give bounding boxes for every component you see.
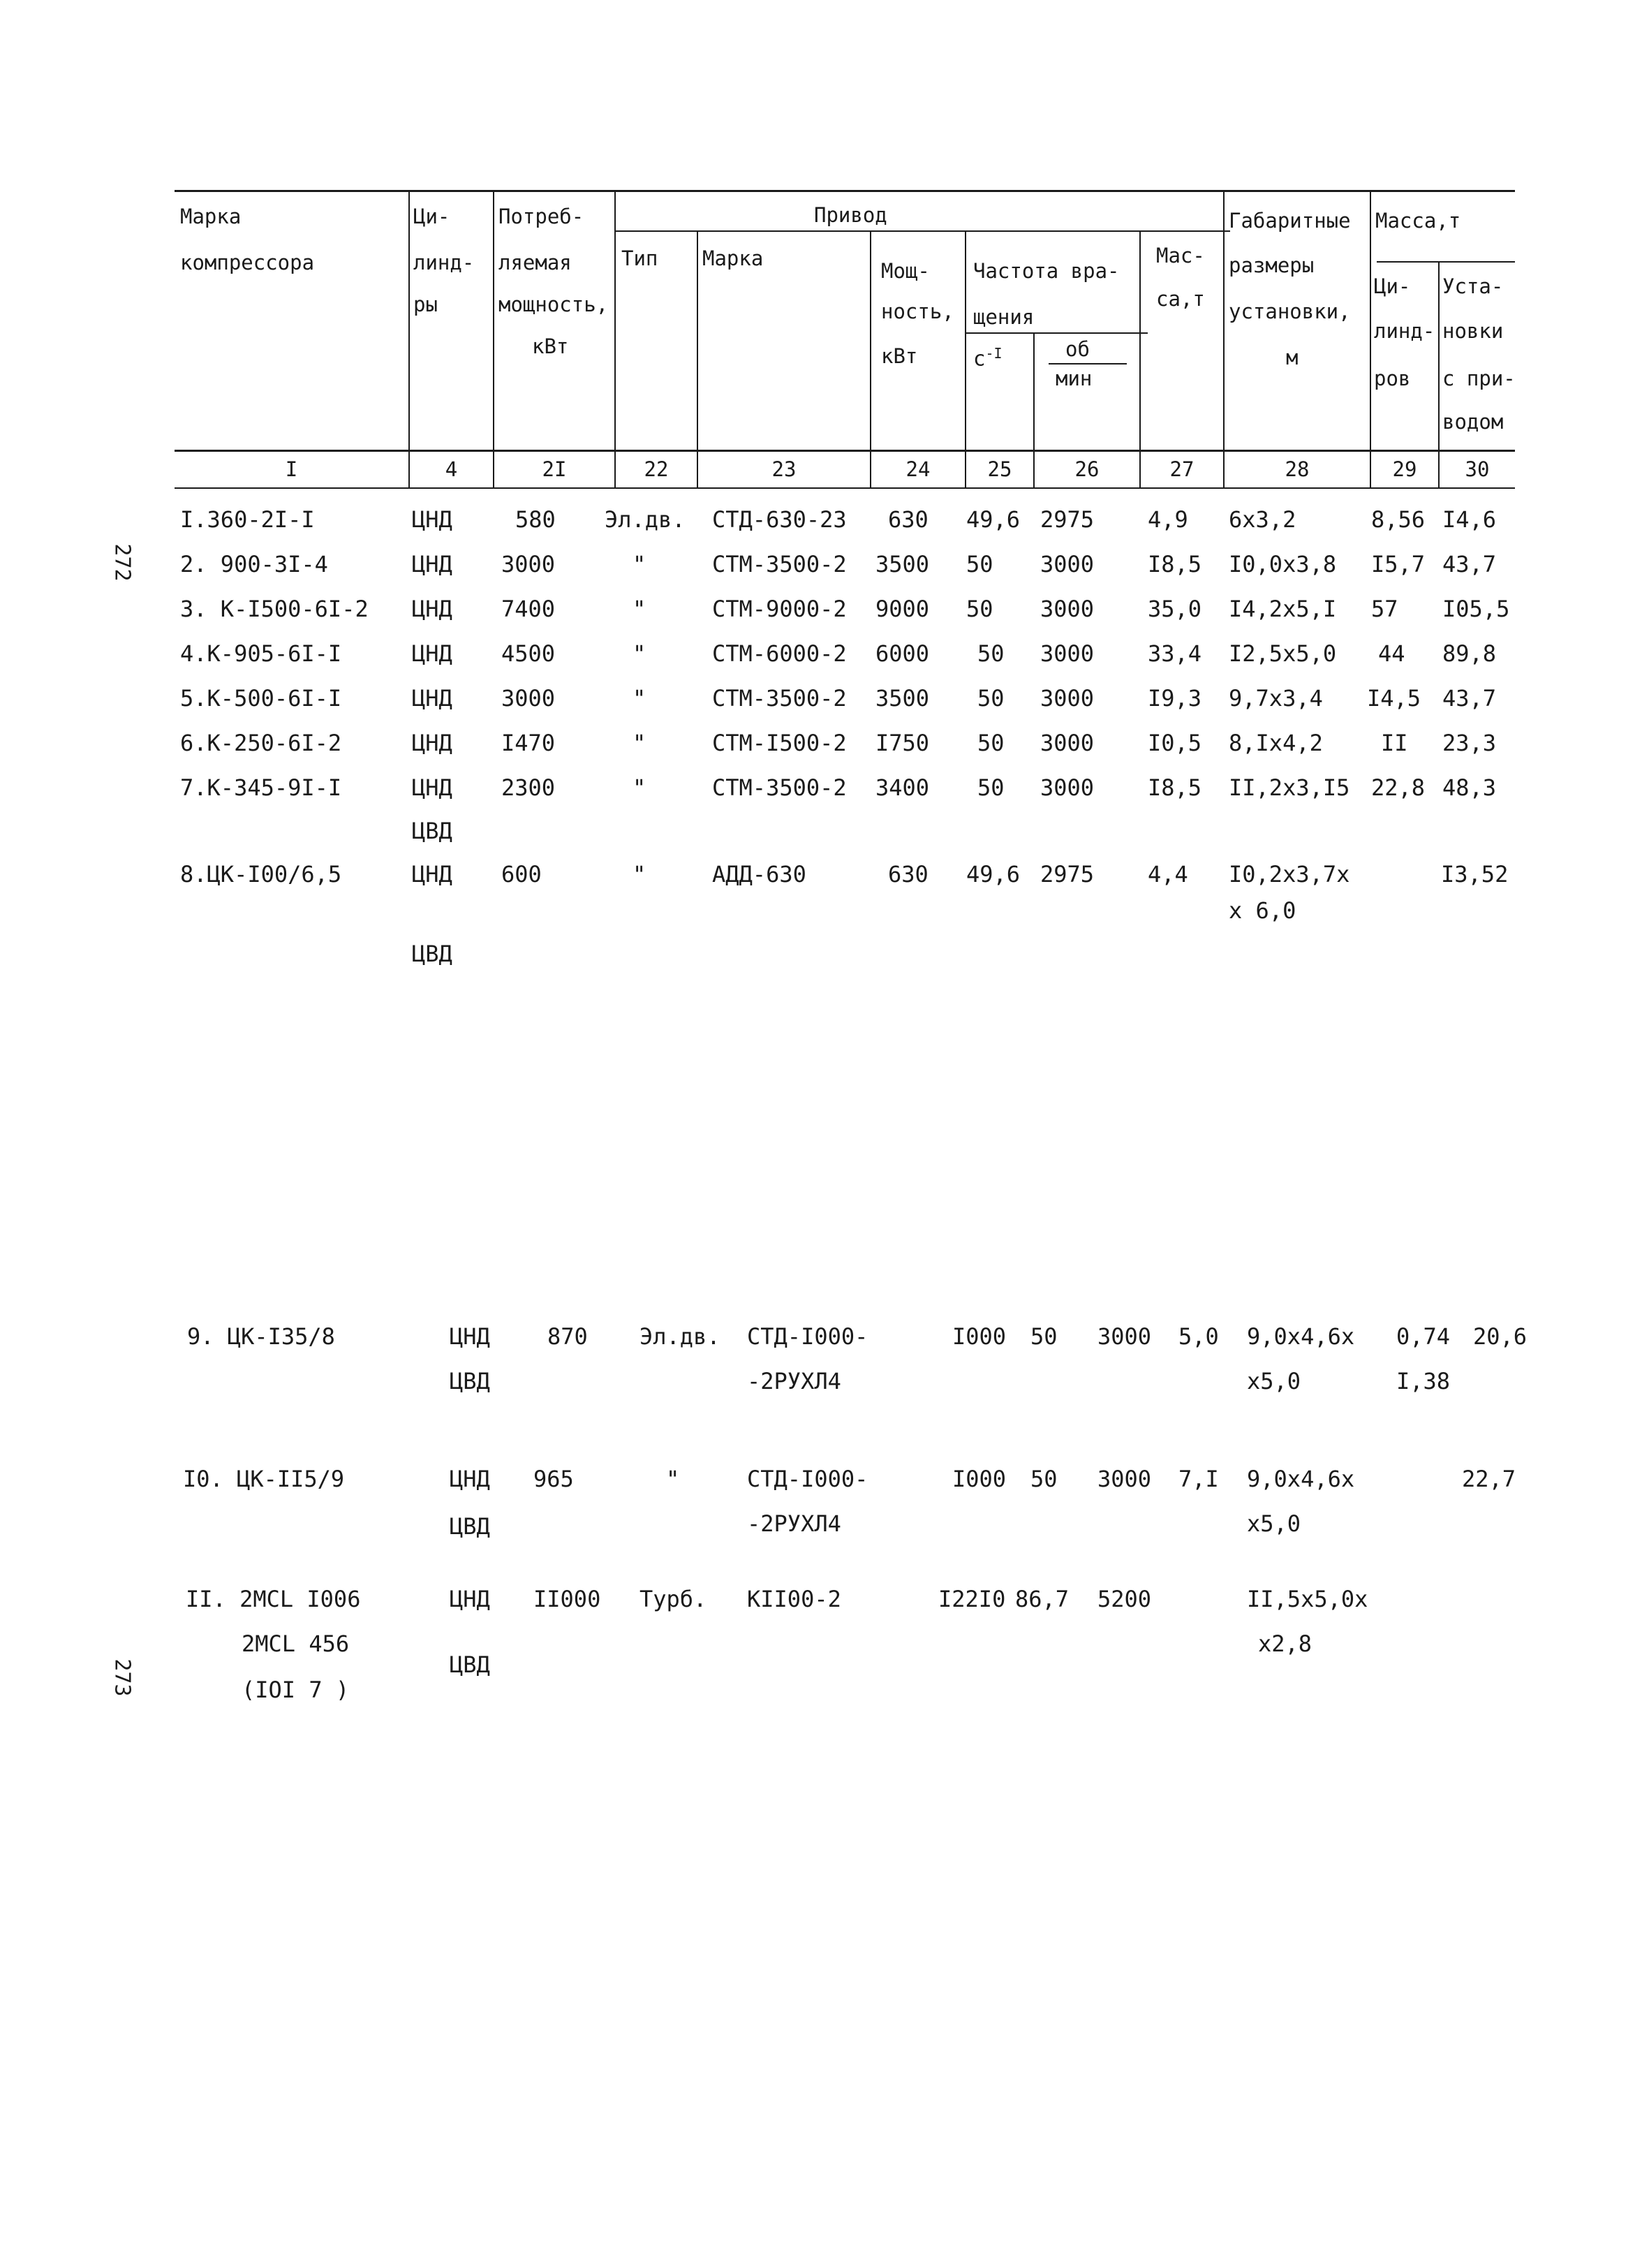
header-mass-inst-3: с при- [1442,367,1516,390]
col-index: 2I [542,457,567,481]
cell-freq-s: 86,7 [1015,1586,1070,1612]
header-cyl-2: линд- [413,251,475,274]
cell-mass-inst: 43,7 [1442,685,1497,712]
cell-marka: 2. 900-3I-4 [180,551,328,577]
index-bottom-rule [175,487,1515,489]
cell-rpm: 3000 [1040,685,1095,712]
header-drive-mark: Марка [702,246,764,270]
cell-type: " [633,640,646,667]
header-power-2: ляемая [498,251,572,274]
cell-marka: 9. ЦК-I35/8 [187,1323,335,1350]
mass-underline [1377,261,1515,263]
cell-mass-cyl: I5,7 [1371,551,1426,577]
cell-dims: 8,Iх4,2 [1229,730,1323,756]
cell-freq-s: 49,6 [966,861,1021,888]
cell-power: 4500 [501,640,556,667]
cell-power: 965 [533,1466,574,1492]
cell-dpower: 630 [888,861,929,888]
header-dims-3: установки, [1229,300,1351,323]
col-index: 23 [771,457,797,481]
cell-mass-inst: 20,6 [1473,1323,1528,1350]
vline [965,232,966,487]
cell-freq-s: 50 [1030,1466,1058,1492]
header-cyl-1: Ци- [413,205,450,228]
header-marka-1: Марка [180,205,242,228]
cell-cyl: ЦНД [412,774,452,801]
cell-dmass: I0,5 [1148,730,1202,756]
header-dims-2: размеры [1229,253,1315,277]
cell-type: Турб. [639,1586,707,1612]
cell-power: 580 [515,506,556,533]
header-freq-s-sup: -I [985,345,1003,362]
cell-type: " [633,774,646,801]
cell-dpower: I750 [875,730,930,756]
cell-rpm: 3000 [1040,730,1095,756]
cell-dpower: I000 [952,1466,1007,1492]
freq-underline [966,332,1148,334]
cell-dpower: 6000 [875,640,930,667]
cell-dmass: 33,4 [1148,640,1202,667]
header-mass: Масса,т [1375,209,1461,233]
cell-rpm: 2975 [1040,861,1095,888]
cell-marka: II. 2MCL I006 [186,1586,361,1612]
header-cyl-3: ры [413,293,438,316]
cell-mass-inst: I05,5 [1442,596,1510,622]
cell-dims: 6х3,2 [1229,506,1296,533]
cell-freq-s: 50 [966,551,993,577]
cell-freq-s: 50 [977,730,1005,756]
cell-rpm: 5200 [1097,1586,1152,1612]
cell-dims: 9,0х4,6х [1247,1323,1355,1350]
cell-dmass: 5,0 [1178,1323,1219,1350]
cell-mark: СТД-630-23 [712,506,847,533]
cell-mark: СТМ-I500-2 [712,730,847,756]
cell-cyl: ЦНД [450,1323,490,1350]
cell-power: 7400 [501,596,556,622]
cell-power: 600 [501,861,542,888]
cell-freq-s: 50 [977,685,1005,712]
cell-type: " [633,596,646,622]
header-freq-2: щения [973,305,1035,329]
header-marka-2: компрессора [180,251,315,274]
cell-mark: СТМ-6000-2 [712,640,847,667]
cell-marka: 4.К-905-6I-I [180,640,342,667]
cell-mass-cyl: I4,5 [1367,685,1421,712]
drive-underline [616,230,1230,232]
cell-dmass: 4,9 [1148,506,1188,533]
cell-rpm: 2975 [1040,506,1095,533]
cell-dpower: 3500 [875,685,930,712]
cell-mark: СТД-I000- [747,1323,868,1350]
header-power-3: мощность, [498,293,609,316]
cell-mark: АДД-630 [712,861,806,888]
header-drive-power-1: Мощ- [881,259,930,283]
cell-marka-3: (IOI 7 ) [242,1677,350,1703]
header-drive: Привод [814,203,887,227]
cell-cyl-2: ЦВД [450,1513,490,1540]
cell-freq-s: 50 [1030,1323,1058,1350]
header-mass-inst-2: новки [1442,319,1504,343]
cell-marka: 8.ЦК-I00/6,5 [180,861,342,888]
cell-mark: СТМ-3500-2 [712,551,847,577]
header-freq-s-base: с [973,346,986,371]
cell-dims: 9,0х4,6х [1247,1466,1355,1492]
vline [1370,191,1371,487]
fraction-bar [1049,363,1127,364]
cell-mass-cyl: 44 [1378,640,1405,667]
cell-dims: I0,0х3,8 [1229,551,1337,577]
cell-cyl: ЦНД [412,551,452,577]
vline [697,232,698,487]
cell-dims: I0,2х3,7х [1229,861,1350,888]
vline [1438,263,1440,487]
cell-marka-2: 2MCL 456 [242,1630,350,1657]
cell-type: " [633,685,646,712]
header-drive-type: Тип [621,246,658,270]
cell-dmass: I9,3 [1148,685,1202,712]
cell-cyl: ЦНД [412,506,452,533]
cell-marka: I0. ЦК-II5/9 [183,1466,345,1492]
cell-marka: 3. К-I500-6I-2 [180,596,369,622]
col-index: 24 [905,457,931,481]
cell-marka: 5.К-500-6I-I [180,685,342,712]
vline [408,191,410,487]
vline [870,232,871,487]
col-index: 30 [1465,457,1490,481]
cell-mass-cyl: 57 [1371,596,1398,622]
cell-dpower: 3400 [875,774,930,801]
cell-power: 870 [547,1323,588,1350]
vline [1223,191,1225,487]
cell-dmass: 4,4 [1148,861,1188,888]
cell-power: 2300 [501,774,556,801]
header-freq-s [973,341,1003,371]
header-drive-power-3: кВт [881,344,918,368]
col-index: 26 [1074,457,1100,481]
cell-mass-inst: I3,52 [1441,861,1509,888]
cell-mark: КII00-2 [747,1586,841,1612]
cell-rpm: 3000 [1040,551,1095,577]
cell-dpower: 9000 [875,596,930,622]
header-power-1: Потреб- [498,205,584,228]
cell-mass-inst: I4,6 [1442,506,1497,533]
cell-freq-s: 50 [977,640,1005,667]
cell-type: " [633,730,646,756]
cell-rpm: 3000 [1040,774,1095,801]
cell-type: " [666,1466,680,1492]
cell-mark: СТМ-3500-2 [712,774,847,801]
cell-cyl: ЦНД [412,730,452,756]
cell-cyl: ЦНД [450,1466,490,1492]
col-index: 27 [1169,457,1195,481]
cell-cyl: ЦНД [412,685,452,712]
cell-power: II000 [533,1586,601,1612]
cell-mass-inst: 89,8 [1442,640,1497,667]
cell-dmass: I8,5 [1148,551,1202,577]
cell-dims: II,5х5,0х [1247,1586,1368,1612]
cell-mass-cyl: 0,74 [1396,1323,1451,1350]
cell-dims: I4,2х5,I [1229,596,1337,622]
cell-dpower: 3500 [875,551,930,577]
header-freq-1: Частота вра- [973,259,1120,283]
cell-dims-2: х5,0 [1247,1510,1301,1537]
cell-mass-cyl: 8,56 [1371,506,1426,533]
header-freq-rpm-2: мин [1056,367,1093,390]
cell-cyl-2: ЦВД [450,1368,490,1394]
col-index: 4 [445,457,458,481]
cell-mass-cyl: 22,8 [1371,774,1426,801]
cell-freq-s: 50 [966,596,993,622]
cell-mark: СТМ-9000-2 [712,596,847,622]
header-mass-cyl-2: линд- [1374,319,1435,343]
header-freq-rpm-1: об [1065,337,1090,361]
cell-mass-cyl: II [1381,730,1408,756]
cell-power: 3000 [501,551,556,577]
cell-dims-2: х 6,0 [1229,897,1296,924]
vline [493,191,494,487]
cell-cyl: ЦНД [412,596,452,622]
cell-freq-s: 50 [977,774,1005,801]
cell-type: Эл.дв. [639,1323,720,1350]
cell-power: 3000 [501,685,556,712]
header-mass-cyl-1: Ци- [1374,274,1411,298]
cell-mass-inst: 43,7 [1442,551,1497,577]
vline [614,191,616,487]
header-top-rule [175,190,1515,192]
col-index: 22 [644,457,669,481]
cell-mark: СТМ-3500-2 [712,685,847,712]
cell-dims-2: х5,0 [1247,1368,1301,1394]
cell-mass-cyl-2: I,38 [1396,1368,1451,1394]
header-mass-inst-1: Уста- [1442,274,1504,298]
header-dims-1: Габаритные [1229,209,1351,233]
col-index: I [285,457,298,481]
cell-type: Эл.дв. [605,506,686,533]
cell-dpower: I000 [952,1323,1007,1350]
cell-type: " [633,551,646,577]
header-mass-inst-4: водом [1442,410,1504,434]
header-power-4: кВт [532,334,569,358]
cell-dims: 9,7х3,4 [1229,685,1323,712]
header-drive-power-2: ность, [881,300,954,323]
cell-mark: СТД-I000- [747,1466,868,1492]
cell-mark-2: -2РУХЛ4 [747,1368,841,1394]
cell-cyl-2: ЦВД [450,1651,490,1678]
col-index: 28 [1285,457,1310,481]
cell-marka: 7.К-345-9I-I [180,774,342,801]
page-number-top: 272 [110,543,135,582]
cell-dmass: 7,I [1178,1466,1219,1492]
cell-marka: I.360-2I-I [180,506,315,533]
header-drive-mass-2: са,т [1156,287,1205,311]
cell-rpm: 3000 [1097,1466,1152,1492]
col-index: 25 [987,457,1012,481]
cell-cyl: ЦНД [450,1586,490,1612]
cell-mass-inst: 22,7 [1462,1466,1516,1492]
cell-rpm: 3000 [1040,596,1095,622]
header-drive-mass-1: Мас- [1156,244,1205,267]
cell-mark-2: -2РУХЛ4 [747,1510,841,1537]
cell-dmass: 35,0 [1148,596,1202,622]
cell-dpower: I22I0 [938,1586,1006,1612]
cell-rpm: 3000 [1097,1323,1152,1350]
cell-cyl-2: ЦВД [412,941,452,967]
cell-mass-inst: 48,3 [1442,774,1497,801]
cell-cyl-2: ЦВД [412,818,452,844]
cell-rpm: 3000 [1040,640,1095,667]
cell-cyl: ЦНД [412,640,452,667]
page-number-bottom: 273 [110,1658,135,1697]
cell-type: " [633,861,646,888]
cell-marka: 6.К-250-6I-2 [180,730,342,756]
cell-power: I470 [501,730,556,756]
cell-dpower: 630 [888,506,929,533]
vline [1139,232,1141,487]
cell-cyl: ЦНД [412,861,452,888]
col-index: 29 [1392,457,1417,481]
header-mass-cyl-3: ров [1374,367,1411,390]
cell-dmass: I8,5 [1148,774,1202,801]
header-dims-4: м [1286,346,1299,369]
cell-dims: II,2х3,I5 [1229,774,1350,801]
cell-mass-inst: 23,3 [1442,730,1497,756]
cell-dims-2: х2,8 [1258,1630,1312,1657]
cell-dims: I2,5х5,0 [1229,640,1337,667]
header-bottom-rule [175,450,1515,452]
cell-freq-s: 49,6 [966,506,1021,533]
